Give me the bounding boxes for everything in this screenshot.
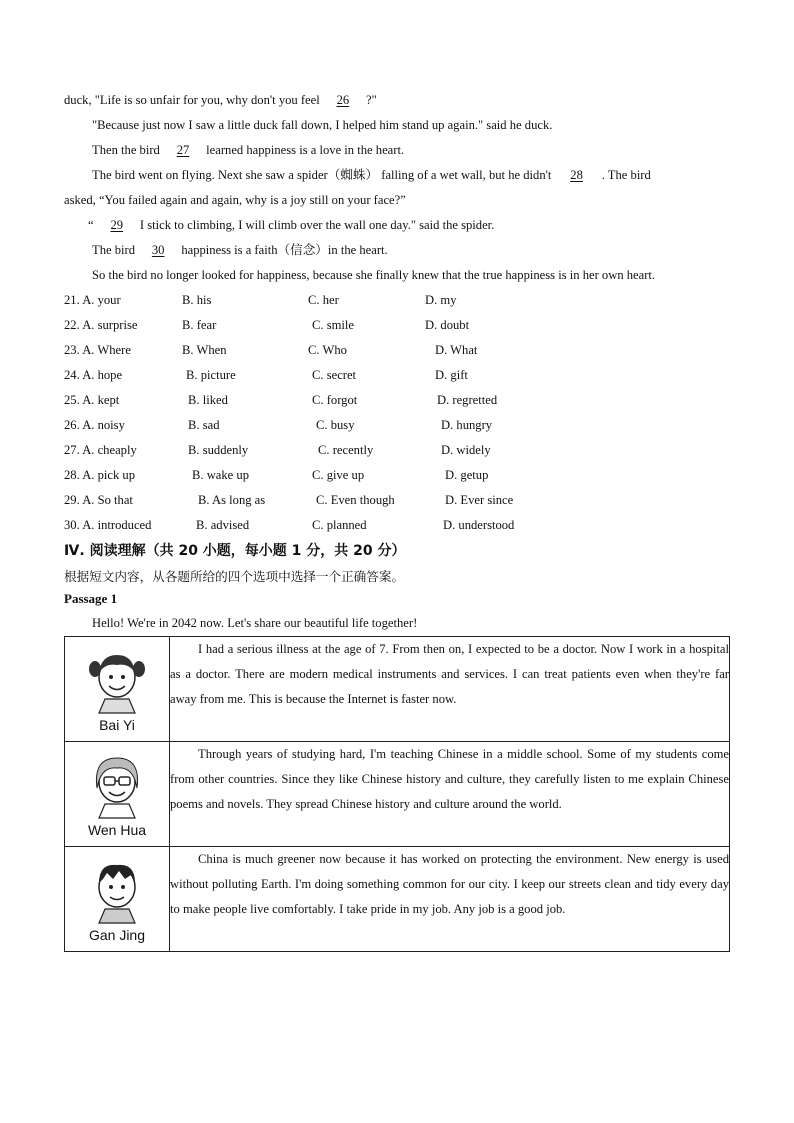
persons-table — [64, 636, 730, 952]
option-d: D. getup — [445, 468, 489, 482]
option-c: C. forgot — [312, 393, 358, 407]
option-b: B. picture — [186, 368, 236, 382]
option-b: B. suddenly — [188, 443, 249, 457]
person-name: Gan Jing — [88, 927, 146, 943]
story-text: . The bird — [601, 168, 651, 182]
option-b: B. advised — [196, 518, 250, 532]
option-a: 25. A. kept — [64, 393, 120, 407]
option-a: 22. A. surprise — [64, 318, 138, 332]
story-line-4 — [92, 167, 730, 183]
option-d: D. hungry — [441, 418, 493, 432]
blank-27: 27 — [176, 143, 190, 157]
story-text: The bird — [92, 243, 136, 257]
story-line-6 — [88, 217, 494, 233]
option-c: C. secret — [312, 368, 357, 382]
story-line-3 — [92, 142, 404, 158]
option-a: 27. A. cheaply — [64, 443, 137, 457]
option-d: D. doubt — [425, 318, 470, 332]
story-text: Then the bird — [92, 143, 160, 157]
person-text — [170, 637, 730, 742]
option-a: 26. A. noisy — [64, 418, 125, 432]
girl-pigtails-icon — [83, 643, 151, 715]
section-instruction: 根据短文内容，从各题所给的四个选项中选择一个正确答案。 — [64, 569, 405, 584]
story-text: duck, "Life is so unfair for you, why don't you feel — [64, 93, 320, 107]
person-text-body: China is much greener now because it has worked on protecting the environment. New energy is used without polluting Earth. I'm doing something common for our city. I keep our streets clean and tidy every day to make people live comfortably. I take pride in my job. Any job is a good job. — [170, 852, 729, 916]
option-a: 30. A. introduced — [64, 518, 152, 532]
person-picture-cell — [65, 742, 170, 847]
option-b: B. As long as — [198, 493, 266, 507]
option-b: B. his — [182, 293, 212, 307]
story-text: learned happiness is a love in the heart. — [206, 143, 405, 157]
person-text-body: Through years of studying hard, I'm teaching Chinese in a middle school. Some of my students come from other countries. Since they like Chinese history and culture, they carefully listen to me explain Chinese poems and novels. They spread Chinese history and culture around the world. — [170, 747, 729, 811]
option-d: D. What — [435, 343, 478, 357]
option-b: B. wake up — [192, 468, 250, 482]
option-c: C. planned — [312, 518, 367, 532]
option-a: 28. A. pick up — [64, 468, 136, 482]
option-c: C. busy — [316, 418, 355, 432]
story-text: ?" — [366, 93, 377, 107]
option-d: D. understood — [443, 518, 515, 532]
woman-glasses-icon — [83, 748, 151, 820]
option-c: C. recently — [318, 443, 374, 457]
story-text: The bird went on flying. Next she saw a spider（蜘蛛） falling of a wet wall, but he didn't — [92, 168, 552, 182]
person-text — [170, 742, 730, 847]
section-title: Ⅳ. 阅读理解（共 20 小题，每小题 1 分，共 20 分） — [64, 543, 406, 559]
option-c: C. Who — [308, 343, 347, 357]
option-c: C. smile — [312, 318, 354, 332]
person-name: Wen Hua — [87, 822, 147, 838]
option-c: C. give up — [312, 468, 365, 482]
story-line-5: asked, “You failed again and again, why is a joy still on your face?” — [64, 193, 406, 207]
table-row — [65, 742, 730, 847]
blank-29: 29 — [110, 218, 124, 232]
person-text-body: I had a serious illness at the age of 7. From then on, I expected to be a doctor. Now I work in a hospital as a doctor. There are modern medical instruments and services. I can treat patients even when they're far away from me. This is because the Internet is faster now. — [170, 642, 729, 706]
table-row — [65, 637, 730, 742]
person-name: Bai Yi — [99, 717, 135, 733]
story-line-8: So the bird no longer looked for happiness, because she finally knew that the true happiness is in her own heart. — [92, 268, 656, 282]
boy-icon — [83, 853, 151, 925]
option-a: 23. A. Where — [64, 343, 131, 357]
story-text: “ — [88, 218, 94, 232]
table-row — [65, 847, 730, 952]
option-d: D. regretted — [437, 393, 498, 407]
passage-label: Passage 1 — [64, 591, 118, 606]
blank-28: 28 — [570, 168, 583, 182]
person-picture-cell — [65, 637, 170, 742]
option-d: D. Ever since — [445, 493, 514, 507]
option-b: B. sad — [188, 418, 220, 432]
option-c: C. Even though — [316, 493, 395, 507]
option-d: D. widely — [441, 443, 491, 457]
story-text: I stick to climbing, I will climb over the wall one day." said the spider. — [139, 218, 495, 232]
option-c: C. her — [308, 293, 339, 307]
blank-30: 30 — [151, 243, 165, 257]
option-a: 24. A. hope — [64, 368, 123, 382]
option-b: B. fear — [182, 318, 217, 332]
story-text: happiness is a faith（信念）in the heart. — [181, 243, 388, 257]
story-line-1 — [64, 92, 377, 108]
option-a: 29. A. So that — [64, 493, 133, 507]
story-line-2: "Because just now I saw a little duck fall down, I helped him stand up again." said he duck. — [92, 118, 553, 132]
person-picture-cell — [65, 847, 170, 952]
option-a: 21. A. your — [64, 293, 121, 307]
option-d: D. gift — [435, 368, 468, 382]
option-b: B. When — [182, 343, 227, 357]
passage-intro: Hello! We're in 2042 now. Let's share our beautiful life together! — [92, 616, 418, 630]
blank-26: 26 — [336, 93, 350, 107]
story-line-7 — [92, 242, 388, 258]
person-text — [170, 847, 730, 952]
option-b: B. liked — [188, 393, 228, 407]
option-d: D. my — [425, 293, 457, 307]
